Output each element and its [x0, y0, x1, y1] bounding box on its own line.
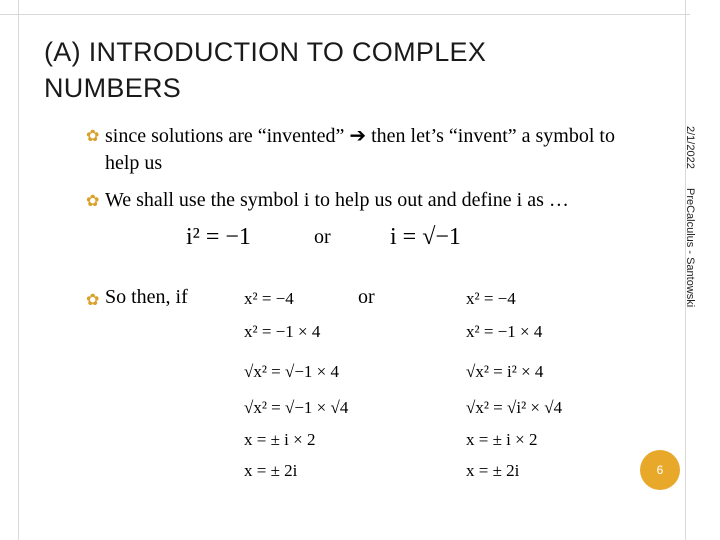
- left-step: x = ± i × 2: [244, 430, 316, 449]
- bullet-icon: ✿: [86, 292, 100, 309]
- column-connector: or: [358, 286, 375, 308]
- slide-title: (A) INTRODUCTION TO COMPLEX NUMBERS: [44, 37, 487, 103]
- slide-number-badge: 6: [640, 450, 680, 490]
- left-step: x² = −4: [244, 289, 294, 308]
- left-step: √x² = √−1 × 4: [244, 362, 340, 381]
- bullet-icon: ✿: [86, 193, 100, 210]
- right-step: √x² = i² × 4: [466, 362, 544, 381]
- bullet-text-2: We shall use the symbol i to help us out and define i as …: [105, 189, 569, 211]
- frame-line-top: [0, 14, 690, 15]
- bullet-text-1: since solutions are “invented” ➔ then let’s “invent” a symbol to help us: [105, 125, 615, 174]
- left-step: x² = −1 × 4: [244, 322, 321, 341]
- right-step: x = ± i × 2: [466, 430, 538, 449]
- right-step: x = ± 2i: [466, 461, 520, 480]
- definition-right: i = √−1: [390, 224, 461, 250]
- slide-footer: PreCalculus - Santowski: [684, 188, 696, 308]
- right-step: x² = −4: [466, 289, 516, 308]
- definition-left: i² = −1: [186, 224, 251, 250]
- bullet-icon: ✿: [86, 128, 100, 145]
- left-step: √x² = √−1 × √4: [244, 398, 349, 417]
- right-step: x² = −1 × 4: [466, 322, 543, 341]
- definition-connector: or: [314, 226, 331, 248]
- slide-date: 2/1/2022: [684, 126, 696, 169]
- left-step: x = ± 2i: [244, 461, 298, 480]
- bullet-text-3: So then, if: [105, 286, 188, 308]
- right-step: √x² = √i² × √4: [466, 398, 563, 417]
- frame-line-left: [18, 0, 19, 540]
